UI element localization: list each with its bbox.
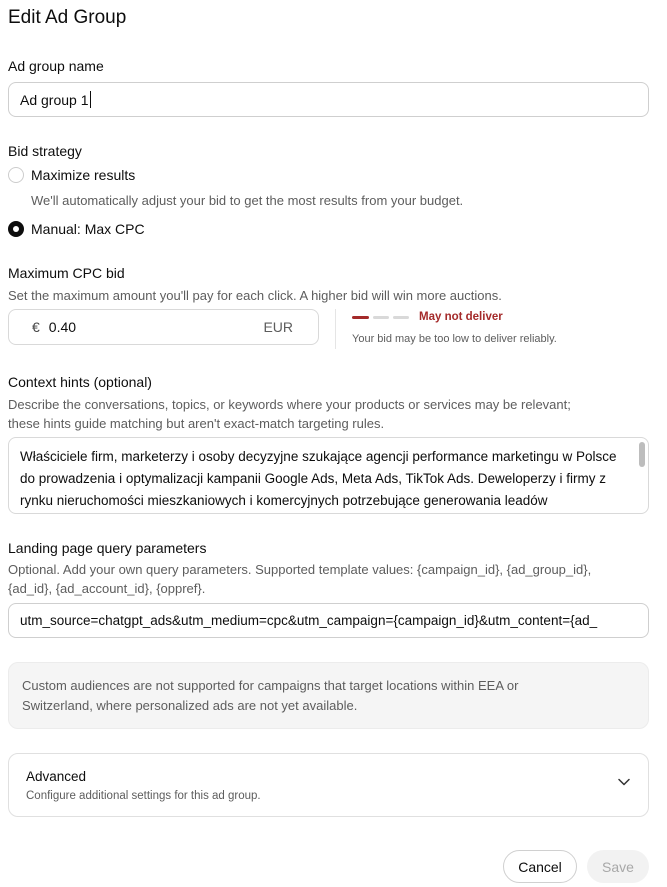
- currency-code: EUR: [263, 319, 293, 335]
- currency-symbol: €: [32, 319, 40, 335]
- divider: [335, 309, 336, 349]
- textarea-scrollbar[interactable]: [639, 442, 645, 467]
- delivery-meter-segment: [373, 316, 389, 319]
- ad-group-name-label: Ad group name: [8, 58, 104, 74]
- max-cpc-value: 0.40: [48, 319, 77, 335]
- query-params-value: utm_source=chatgpt_ads&utm_medium=cpc&utm_campaign={campaign_id}&utm_content={ad_: [20, 613, 598, 628]
- radio-button-checked[interactable]: [8, 221, 24, 237]
- query-params-help-line1: Optional. Add your own query parameters. Supported template values: {campaign_id}, {ad_group_id},: [8, 562, 592, 577]
- context-hints-label: Context hints (optional): [8, 374, 152, 390]
- delivery-meter-segment: [393, 316, 409, 319]
- advanced-title: Advanced: [26, 769, 87, 784]
- page-title: Edit Ad Group: [8, 7, 127, 28]
- max-cpc-label: Maximum CPC bid: [8, 265, 125, 281]
- radio-label-maximize-results: Maximize results: [31, 167, 136, 183]
- context-hints-help-line2: these hints guide matching but aren't exact-match targeting rules.: [8, 416, 385, 431]
- delivery-meter-segment-active: [352, 316, 369, 319]
- query-params-help-line2: {ad_id}, {ad_account_id}, {oppref}.: [8, 581, 206, 596]
- cancel-button[interactable]: Cancel: [503, 850, 577, 883]
- context-hints-help-line1: Describe the conversations, topics, or keywords where your products or services may be relevant;: [8, 397, 571, 412]
- context-hints-value: Właściciele firm, marketerzy i osoby decyzyjne szukające agencji performance marketingu w Polsce do prowadzenia i optymalizacji kampanii Google Ads, Meta Ads, TikTok Ads. Deweloperzy i firmy z rynku nieruchomości mieszkaniowych i komercyjnych potrzebujące generowania leadów: [20, 449, 617, 508]
- notice-line2: Switzerland, where personalized ads are not yet available.: [22, 698, 358, 713]
- query-params-input[interactable]: [8, 603, 649, 638]
- maximize-results-description: We'll automatically adjust your bid to get the most results from your budget.: [31, 193, 464, 208]
- radio-button-unchecked[interactable]: [8, 167, 24, 183]
- advanced-description: Configure additional settings for this ad group.: [26, 790, 261, 802]
- bid-strategy-label: Bid strategy: [8, 143, 82, 159]
- delivery-status: May not deliver: [419, 311, 503, 323]
- query-params-label: Landing page query parameters: [8, 540, 207, 556]
- ad-group-name-value: Ad group 1: [20, 91, 89, 108]
- notice-line1: Custom audiences are not supported for campaigns that target locations within EEA or: [22, 678, 519, 693]
- max-cpc-help: Set the maximum amount you'll pay for each click. A higher bid will win more auctions.: [8, 288, 502, 303]
- context-hints-textarea[interactable]: [8, 437, 649, 514]
- chevron-down-icon: [618, 778, 630, 786]
- save-button[interactable]: Save: [587, 850, 649, 883]
- radio-manual-max-cpc[interactable]: [8, 221, 145, 237]
- radio-label-manual-max-cpc: Manual: Max CPC: [31, 221, 145, 237]
- custom-audiences-notice: [8, 662, 649, 729]
- text-cursor: [90, 91, 91, 108]
- max-cpc-input[interactable]: [8, 309, 319, 345]
- ad-group-name-input[interactable]: [8, 82, 649, 117]
- radio-maximize-results[interactable]: [8, 167, 135, 183]
- advanced-section-toggle[interactable]: [8, 753, 649, 817]
- delivery-help: Your bid may be too low to deliver reliably.: [352, 333, 557, 345]
- delivery-meter: [352, 316, 413, 319]
